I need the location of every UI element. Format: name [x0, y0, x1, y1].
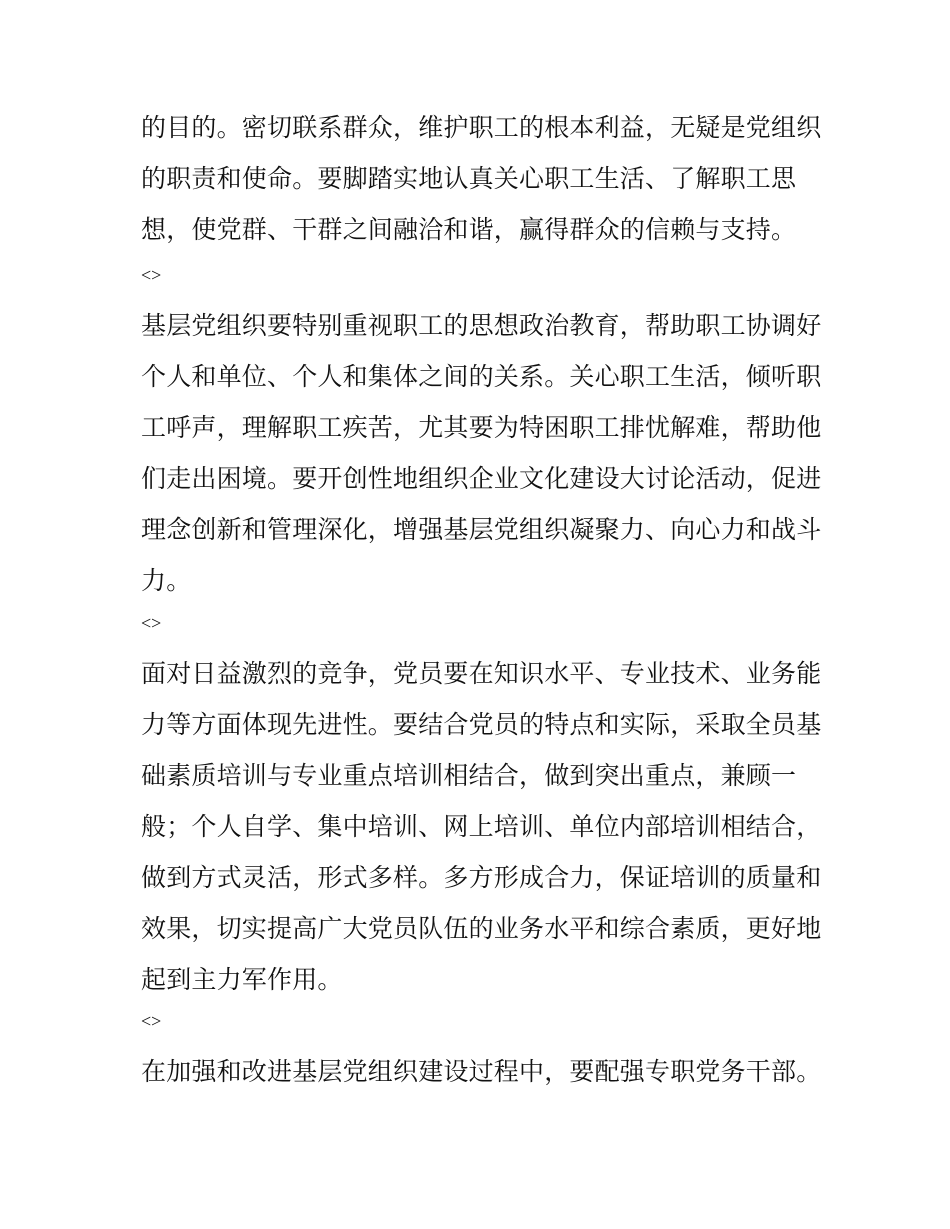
paragraph-3-line-7: 起到主力军作用。: [141, 965, 343, 994]
paragraph-2-line-4: 们走出困境。要开创性地组织企业文化建设大讨论活动，促进: [141, 464, 822, 493]
paragraph-3-line-3: 础素质培训与专业重点培训相结合，做到突出重点，兼顾一: [141, 761, 797, 790]
paragraph-4-line-1: 在加强和改进基层党组织建设过程中，要配强专职党务干部。: [141, 1057, 822, 1086]
paragraph-1-line-2: 的职责和使命。要脚踏实地认真关心职工生活、了解职工思: [141, 164, 797, 193]
paragraph-1-line-3: 想，使党群、干群之间融洽和谐，赢得群众的信赖与支持。: [141, 215, 797, 244]
paragraph-1-line-1: 的目的。密切联系群众，维护职工的根本利益，无疑是党组织: [141, 113, 822, 142]
separator-1: <>: [141, 265, 162, 285]
paragraph-2-line-2: 个人和单位、个人和集体之间的关系。关心职工生活，倾听职: [141, 362, 822, 391]
paragraph-3-line-2: 力等方面体现先进性。要结合党员的特点和实际，采取全员基: [141, 710, 822, 739]
paragraph-3-line-4: 般；个人自学、集中培训、网上培训、单位内部培训相结合，: [141, 812, 822, 841]
paragraph-2-line-1: 基层党组织要特别重视职工的思想政治教育，帮助职工协调好: [141, 311, 822, 340]
paragraph-3-line-5: 做到方式灵活，形式多样。多方形成合力，保证培训的质量和: [141, 863, 822, 892]
paragraph-2-line-6: 力。: [141, 566, 192, 595]
separator-2: <>: [141, 613, 162, 633]
separator-3: <>: [141, 1011, 162, 1031]
paragraph-3-line-1: 面对日益激烈的竞争，党员要在知识水平、专业技术、业务能: [141, 659, 822, 688]
paragraph-2-line-5: 理念创新和管理深化，增强基层党组织凝聚力、向心力和战斗: [141, 515, 822, 544]
paragraph-2-line-3: 工呼声，理解职工疾苦，尤其要为特困职工排忧解难，帮助他: [141, 413, 822, 442]
paragraph-3-line-6: 效果，切实提高广大党员队伍的业务水平和综合素质，更好地: [141, 914, 822, 943]
